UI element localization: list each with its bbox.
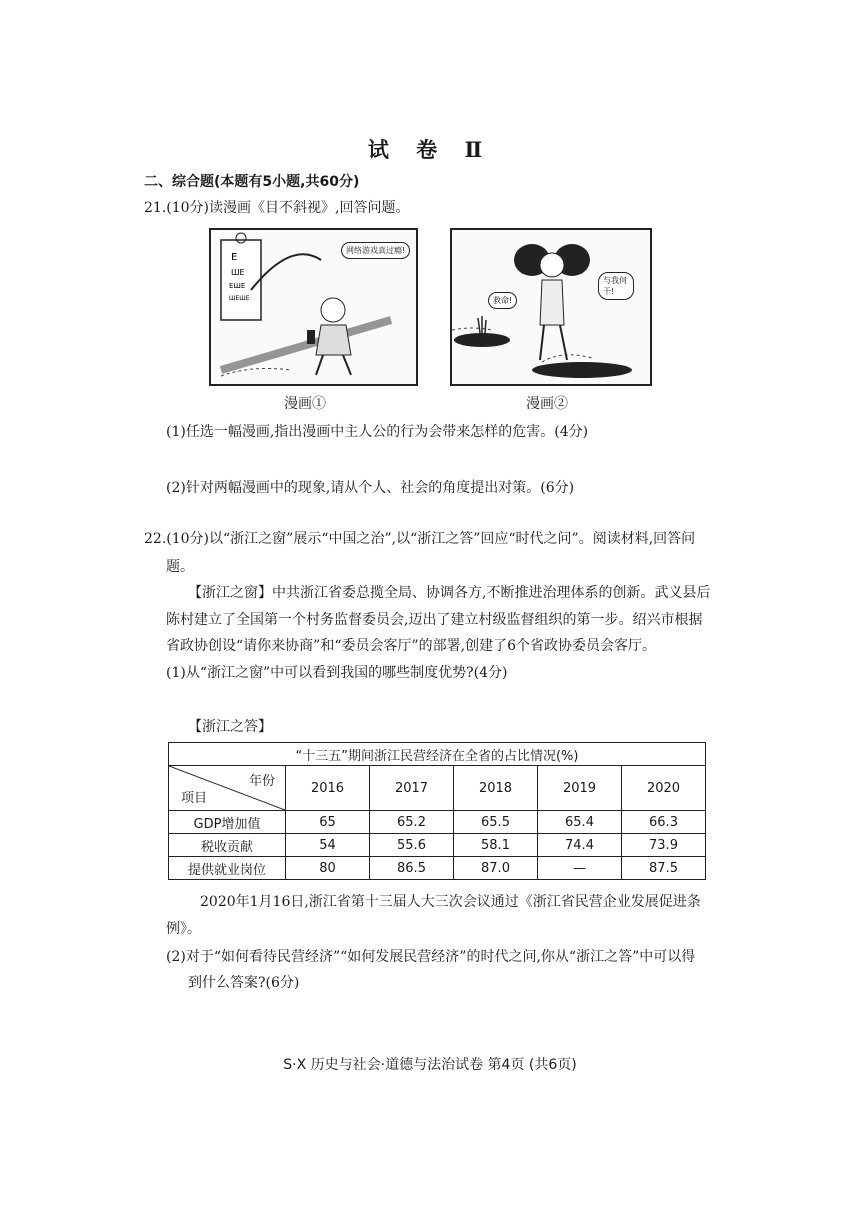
- comic-2-drawing: [452, 230, 650, 384]
- comic-1-speech-bubble: 网络游戏真过瘾!: [341, 242, 410, 259]
- comic-1-illustration: [209, 228, 418, 386]
- corner-item-label: 项目: [181, 791, 208, 806]
- row-label: GDP增加值: [169, 811, 286, 834]
- table-cell: 66.3: [622, 811, 706, 834]
- row-label: 税收贡献: [169, 834, 286, 857]
- table-cell: 65.4: [538, 811, 622, 834]
- comic-2-speech-bubble-left: 救命!: [488, 292, 517, 309]
- svg-text:ЕШЕ: ЕШЕ: [229, 282, 246, 290]
- q22-sub1: (1)从“浙江之窗”中可以看到我国的哪些制度优势?(4分): [166, 665, 508, 681]
- table-cell: 58.1: [454, 834, 538, 857]
- q21-stem: 21.(10分)读漫画《目不斜视》,回答问题。: [144, 200, 410, 216]
- table-cell: 65: [286, 811, 370, 834]
- year-header: 2018: [454, 766, 538, 811]
- regulation-note-line-1: 2020年1月16日,浙江省第十三届人大三次会议通过《浙江省民营企业发展促进条: [200, 894, 701, 910]
- year-header: 2020: [622, 766, 706, 811]
- q22-sub2-line-1: (2)对于“如何看待民营经济”“如何发展民营经济”的时代之问,你从“浙江之答”中可以得: [166, 949, 696, 965]
- table-cell: 65.2: [370, 811, 454, 834]
- table-cell: 65.5: [454, 811, 538, 834]
- corner-year-label: 年份: [248, 774, 275, 789]
- q22-stem-line-2: 题。: [166, 559, 194, 575]
- comic-2-illustration: [450, 228, 652, 386]
- zhejiang-answer-heading: 【浙江之答】: [188, 719, 272, 735]
- table-cell: 87.0: [454, 857, 538, 880]
- table-cell: 54: [286, 834, 370, 857]
- table-row: [169, 834, 706, 857]
- table-row: [169, 857, 706, 880]
- private-economy-table: [168, 742, 706, 880]
- q21-sub1: (1)任选一幅漫画,指出漫画中主人公的行为会带来怎样的危害。(4分): [166, 424, 589, 440]
- table-cell: 87.5: [622, 857, 706, 880]
- table-cell: 55.6: [370, 834, 454, 857]
- table-cell: —: [538, 857, 622, 880]
- row-label: 提供就业岗位: [169, 857, 286, 880]
- q22-sub2-line-2: 到什么答案?(6分): [188, 975, 300, 991]
- section-heading: 二、综合题(本题有5小题,共60分): [144, 174, 360, 190]
- page-footer: S·X 历史与社会·道德与法治试卷 第4页 (共6页): [283, 1057, 577, 1073]
- year-header: 2017: [370, 766, 454, 811]
- year-header: 2016: [286, 766, 370, 811]
- table-cell: 74.4: [538, 834, 622, 857]
- table-corner-cell: [169, 766, 286, 811]
- zhejiang-window-line-1: 【浙江之窗】中共浙江省委总揽全局、协调各方,不断推进治理体系的创新。武义县后: [188, 585, 711, 601]
- q21-sub2: (2)针对两幅漫画中的现象,请从个人、社会的角度提出对策。(6分): [166, 480, 575, 496]
- year-header: 2019: [538, 766, 622, 811]
- zhejiang-window-line-2: 陈村建立了全国第一个村务监督委员会,迈出了建立村级监督组织的第一步。绍兴市根据: [166, 612, 703, 628]
- regulation-note-line-2: 例》。: [166, 921, 201, 937]
- svg-text:E: E: [231, 252, 238, 263]
- table-cell: 80: [286, 857, 370, 880]
- svg-text:ШЕШЕ: ШЕШЕ: [229, 295, 250, 302]
- table-cell: 86.5: [370, 857, 454, 880]
- q22-stem-line-1: 22.(10分)以“浙江之窗”展示“中国之治”,以“浙江之答”回应“时代之问”。阅读材料,回答问: [144, 531, 696, 547]
- table-row: [169, 811, 706, 834]
- paper-title: 试 卷 Ⅱ: [367, 137, 493, 162]
- table-cell: 73.9: [622, 834, 706, 857]
- comic-1-caption: 漫画①: [284, 396, 326, 412]
- comic-2-speech-bubble-right: 与我何干!: [598, 272, 634, 300]
- table-caption: “十三五”期间浙江民营经济在全省的占比情况(%): [169, 743, 706, 766]
- zhejiang-window-line-3: 省政协创设“请你来协商”和“委员会客厅”的部署,创建了6个省政协委员会客厅。: [166, 638, 656, 654]
- comic-2-caption: 漫画②: [526, 396, 568, 412]
- svg-text:ШЕ: ШЕ: [231, 268, 245, 277]
